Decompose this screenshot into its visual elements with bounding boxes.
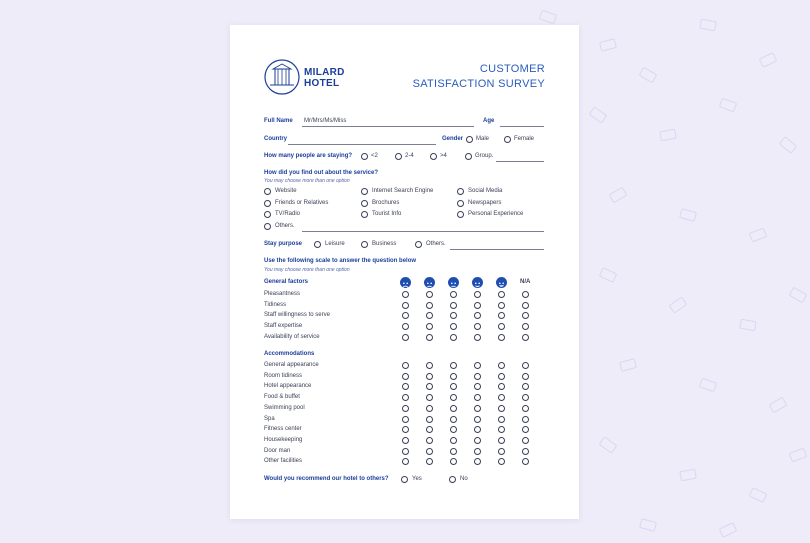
found-option-label: Newspapers — [468, 200, 502, 206]
rating-radio[interactable] — [450, 383, 457, 390]
rating-item-label: Fitness center — [264, 426, 302, 433]
full-name-label: Full Name — [264, 118, 293, 124]
country-field[interactable] — [288, 144, 436, 145]
rating-radio[interactable] — [402, 362, 409, 369]
rating-radio[interactable] — [402, 448, 409, 455]
age-field[interactable] — [500, 126, 544, 127]
hotel-logo-icon — [264, 59, 300, 100]
na-label: N/A — [520, 279, 531, 285]
rating-item-label: Door man — [264, 447, 291, 454]
rating-radio[interactable] — [402, 291, 409, 298]
rating-radio[interactable] — [426, 334, 433, 341]
rating-radio[interactable] — [474, 458, 481, 465]
staying-option-radio[interactable] — [395, 153, 402, 160]
recommend-question: Would you recommend our hotel to others? — [264, 476, 389, 482]
background-decoration-shape — [639, 67, 658, 84]
purpose-other-field[interactable] — [450, 249, 544, 250]
rating-radio[interactable] — [450, 373, 457, 380]
background-decoration-shape — [759, 52, 778, 68]
found-option-radio[interactable] — [264, 211, 271, 218]
age-label: Age — [483, 118, 495, 124]
rating-radio[interactable] — [474, 394, 481, 401]
rating-radio[interactable] — [402, 312, 409, 319]
found-option-label: Tourist Info — [372, 211, 402, 217]
rating-radio[interactable] — [498, 405, 505, 412]
found-option-label: Personal Experience — [468, 211, 524, 217]
very-satisfied-face-icon — [496, 277, 507, 288]
recommend-yes-radio[interactable] — [401, 476, 408, 483]
background-decoration-shape — [659, 129, 676, 142]
survey-title-line1: CUSTOMER — [479, 63, 545, 75]
rating-na-radio[interactable] — [522, 416, 529, 423]
rating-na-radio[interactable] — [522, 312, 529, 319]
rating-radio[interactable] — [450, 405, 457, 412]
general-heading: General factors — [264, 279, 309, 285]
background-decoration-shape — [669, 296, 688, 313]
rating-na-radio[interactable] — [522, 437, 529, 444]
rating-radio[interactable] — [426, 302, 433, 309]
rating-item-label: Availability of service — [264, 333, 320, 340]
rating-radio[interactable] — [498, 334, 505, 341]
purpose-option-label: Leisure — [325, 241, 345, 247]
rating-radio[interactable] — [498, 383, 505, 390]
rating-radio[interactable] — [498, 448, 505, 455]
recommend-no-label: No — [460, 476, 468, 482]
background-decoration-shape — [539, 10, 557, 25]
background-decoration-shape — [589, 106, 608, 123]
rating-radio[interactable] — [498, 394, 505, 401]
found-option-radio[interactable] — [457, 200, 464, 207]
found-option-radio[interactable] — [264, 223, 271, 230]
staying-option-radio[interactable] — [361, 153, 368, 160]
rating-radio[interactable] — [426, 383, 433, 390]
rating-radio[interactable] — [450, 394, 457, 401]
purpose-option-label: Business — [372, 241, 397, 247]
background-decoration-shape — [739, 319, 756, 332]
gender-male-label: Male — [476, 136, 490, 142]
background-decoration-shape — [719, 98, 737, 113]
background-decoration-shape — [699, 378, 717, 393]
found-option-radio[interactable] — [264, 188, 271, 195]
found-other-field[interactable] — [302, 231, 544, 232]
rating-na-radio[interactable] — [522, 302, 529, 309]
rating-na-radio[interactable] — [522, 362, 529, 369]
rating-na-radio[interactable] — [522, 458, 529, 465]
rating-item-label: Food & buffet — [264, 394, 300, 401]
full-name-field[interactable]: Mr/Mrs/Ms/Miss — [304, 118, 347, 124]
rating-radio[interactable] — [402, 334, 409, 341]
rating-radio[interactable] — [426, 437, 433, 444]
rating-item-label: Swimming pool — [264, 404, 305, 411]
rating-item-label: Room tidiness — [264, 372, 303, 379]
rating-item-label: Spa — [264, 415, 275, 422]
background-decoration-shape — [599, 436, 618, 453]
rating-radio[interactable] — [450, 291, 457, 298]
background-decoration-shape — [789, 287, 808, 304]
scale-hint: You may choose more than one option — [264, 267, 350, 273]
rating-radio[interactable] — [402, 373, 409, 380]
rating-na-radio[interactable] — [522, 426, 529, 433]
rating-radio[interactable] — [474, 362, 481, 369]
rating-na-radio[interactable] — [522, 394, 529, 401]
staying-option-radio[interactable] — [465, 153, 472, 160]
rating-radio[interactable] — [474, 448, 481, 455]
recommend-yes-label: Yes — [412, 476, 422, 482]
staying-option-label: 2-4 — [405, 153, 414, 159]
rating-radio[interactable] — [402, 458, 409, 465]
found-option-label: Website — [275, 188, 297, 194]
background-decoration-shape — [719, 522, 738, 538]
staying-option-label: >4 — [440, 153, 447, 159]
found-option-label: Social Media — [468, 188, 503, 194]
purpose-option-radio[interactable] — [314, 241, 321, 248]
rating-na-radio[interactable] — [522, 405, 529, 412]
hotel-name — [304, 67, 345, 89]
scale-instruction: Use the following scale to answer the question below — [264, 258, 417, 264]
rating-item-label: Hotel appearance — [264, 383, 312, 390]
staying-option-label: Group. — [475, 153, 494, 159]
rating-radio[interactable] — [498, 291, 505, 298]
rating-item-label: Housekeeping — [264, 436, 303, 443]
dissatisfied-face-icon — [424, 277, 435, 288]
very-dissatisfied-face-icon — [400, 277, 411, 288]
rating-radio[interactable] — [474, 437, 481, 444]
background-decoration-shape — [749, 228, 767, 243]
satisfied-face-icon — [472, 277, 483, 288]
rating-radio[interactable] — [450, 448, 457, 455]
rating-radio[interactable] — [450, 426, 457, 433]
purpose-option-radio[interactable] — [415, 241, 422, 248]
rating-radio[interactable] — [474, 334, 481, 341]
rating-na-radio[interactable] — [522, 334, 529, 341]
found-option-label: Friends or Relatives — [275, 200, 329, 206]
rating-radio[interactable] — [426, 312, 433, 319]
hotel-name-line1: MILARD — [304, 67, 345, 78]
staying-question: How many people are staying? — [264, 153, 353, 159]
rating-radio[interactable] — [474, 302, 481, 309]
purpose-option-radio[interactable] — [361, 241, 368, 248]
rating-radio[interactable] — [474, 373, 481, 380]
background-decoration-shape — [789, 448, 807, 463]
rating-radio[interactable] — [402, 394, 409, 401]
rating-na-radio[interactable] — [522, 383, 529, 390]
rating-radio[interactable] — [426, 373, 433, 380]
rating-radio[interactable] — [498, 312, 505, 319]
rating-radio[interactable] — [426, 291, 433, 298]
found-question: How did you find out about the service? — [264, 170, 379, 176]
rating-item-label: General appearance — [264, 362, 319, 368]
rating-radio[interactable] — [402, 302, 409, 309]
rating-radio[interactable] — [474, 323, 481, 330]
accommodations-heading: Accommodations — [264, 351, 315, 357]
rating-radio[interactable] — [498, 416, 505, 423]
rating-radio[interactable] — [450, 458, 457, 465]
country-label: Country — [264, 136, 287, 142]
rating-radio[interactable] — [474, 312, 481, 319]
background-decoration-shape — [679, 469, 696, 482]
survey-title — [413, 62, 545, 92]
rating-radio[interactable] — [426, 416, 433, 423]
background-decoration-shape — [599, 267, 618, 283]
rating-radio[interactable] — [498, 302, 505, 309]
gender-label: Gender — [442, 136, 464, 142]
rating-radio[interactable] — [450, 312, 457, 319]
rating-radio[interactable] — [498, 373, 505, 380]
rating-radio[interactable] — [474, 291, 481, 298]
rating-radio[interactable] — [402, 323, 409, 330]
rating-radio[interactable] — [474, 383, 481, 390]
recommend-no-radio[interactable] — [449, 476, 456, 483]
background-decoration-shape — [619, 358, 637, 372]
background-decoration-shape — [599, 38, 617, 52]
found-hint: You may choose more than one option — [264, 178, 350, 184]
background-decoration-shape — [679, 208, 697, 222]
background-decoration-shape — [749, 487, 768, 503]
rating-item-label: Other facilities — [264, 458, 303, 465]
rating-radio[interactable] — [450, 302, 457, 309]
rating-item-label: Staff expertise — [264, 323, 303, 330]
rating-item-label: Tidiness — [264, 301, 287, 308]
found-option-radio[interactable] — [264, 200, 271, 207]
purpose-option-label: Others. — [426, 241, 446, 247]
gender-female-radio[interactable] — [504, 136, 511, 143]
rating-radio[interactable] — [426, 458, 433, 465]
rating-radio[interactable] — [402, 437, 409, 444]
hotel-name-line2: HOTEL — [304, 78, 340, 89]
rating-radio[interactable] — [474, 416, 481, 423]
rating-radio[interactable] — [426, 426, 433, 433]
rating-item-label: Staff willingness to serve — [264, 312, 330, 319]
rating-radio[interactable] — [426, 362, 433, 369]
rating-radio[interactable] — [450, 334, 457, 341]
rating-item-label: Pleasantness — [264, 291, 301, 297]
rating-radio[interactable] — [402, 426, 409, 433]
found-option-radio[interactable] — [361, 211, 368, 218]
background-decoration-shape — [699, 19, 716, 32]
rating-radio[interactable] — [402, 383, 409, 390]
rating-radio[interactable] — [498, 323, 505, 330]
background-decoration-shape — [769, 397, 788, 414]
gender-female-label: Female — [514, 136, 535, 142]
rating-radio[interactable] — [498, 426, 505, 433]
rating-radio[interactable] — [426, 394, 433, 401]
rating-radio[interactable] — [474, 426, 481, 433]
rating-radio[interactable] — [498, 362, 505, 369]
rating-radio[interactable] — [450, 437, 457, 444]
rating-radio[interactable] — [450, 362, 457, 369]
neutral-face-icon — [448, 277, 459, 288]
staying-option-label: <2 — [371, 153, 378, 159]
found-option-radio[interactable] — [361, 188, 368, 195]
found-option-radio[interactable] — [457, 211, 464, 218]
gender-male-radio[interactable] — [466, 136, 473, 143]
staying-option-radio[interactable] — [430, 153, 437, 160]
group-size-field[interactable] — [496, 161, 544, 162]
background-decoration-shape — [779, 136, 798, 154]
purpose-label: Stay purpose — [264, 241, 303, 247]
rating-radio[interactable] — [450, 323, 457, 330]
rating-radio[interactable] — [474, 405, 481, 412]
background-decoration-shape — [609, 187, 628, 204]
rating-radio[interactable] — [426, 323, 433, 330]
found-option-label: TV/Radio — [275, 211, 301, 217]
rating-na-radio[interactable] — [522, 373, 529, 380]
rating-na-radio[interactable] — [522, 291, 529, 298]
rating-radio[interactable] — [402, 416, 409, 423]
rating-radio[interactable] — [402, 405, 409, 412]
rating-radio[interactable] — [498, 458, 505, 465]
found-option-radio[interactable] — [361, 200, 368, 207]
survey-form — [230, 25, 579, 519]
survey-title-line2: SATISFACTION SURVEY — [412, 78, 545, 90]
rating-radio[interactable] — [426, 405, 433, 412]
found-option-radio[interactable] — [457, 188, 464, 195]
found-option-label: Internet Search Engine — [372, 188, 434, 194]
full-name-underline — [302, 126, 474, 127]
rating-radio[interactable] — [450, 416, 457, 423]
rating-radio[interactable] — [426, 448, 433, 455]
rating-radio[interactable] — [498, 437, 505, 444]
rating-na-radio[interactable] — [522, 323, 529, 330]
found-option-label: Brochures — [372, 200, 400, 206]
rating-na-radio[interactable] — [522, 448, 529, 455]
background-decoration-shape — [639, 518, 657, 532]
found-option-label: Others. — [275, 223, 295, 229]
